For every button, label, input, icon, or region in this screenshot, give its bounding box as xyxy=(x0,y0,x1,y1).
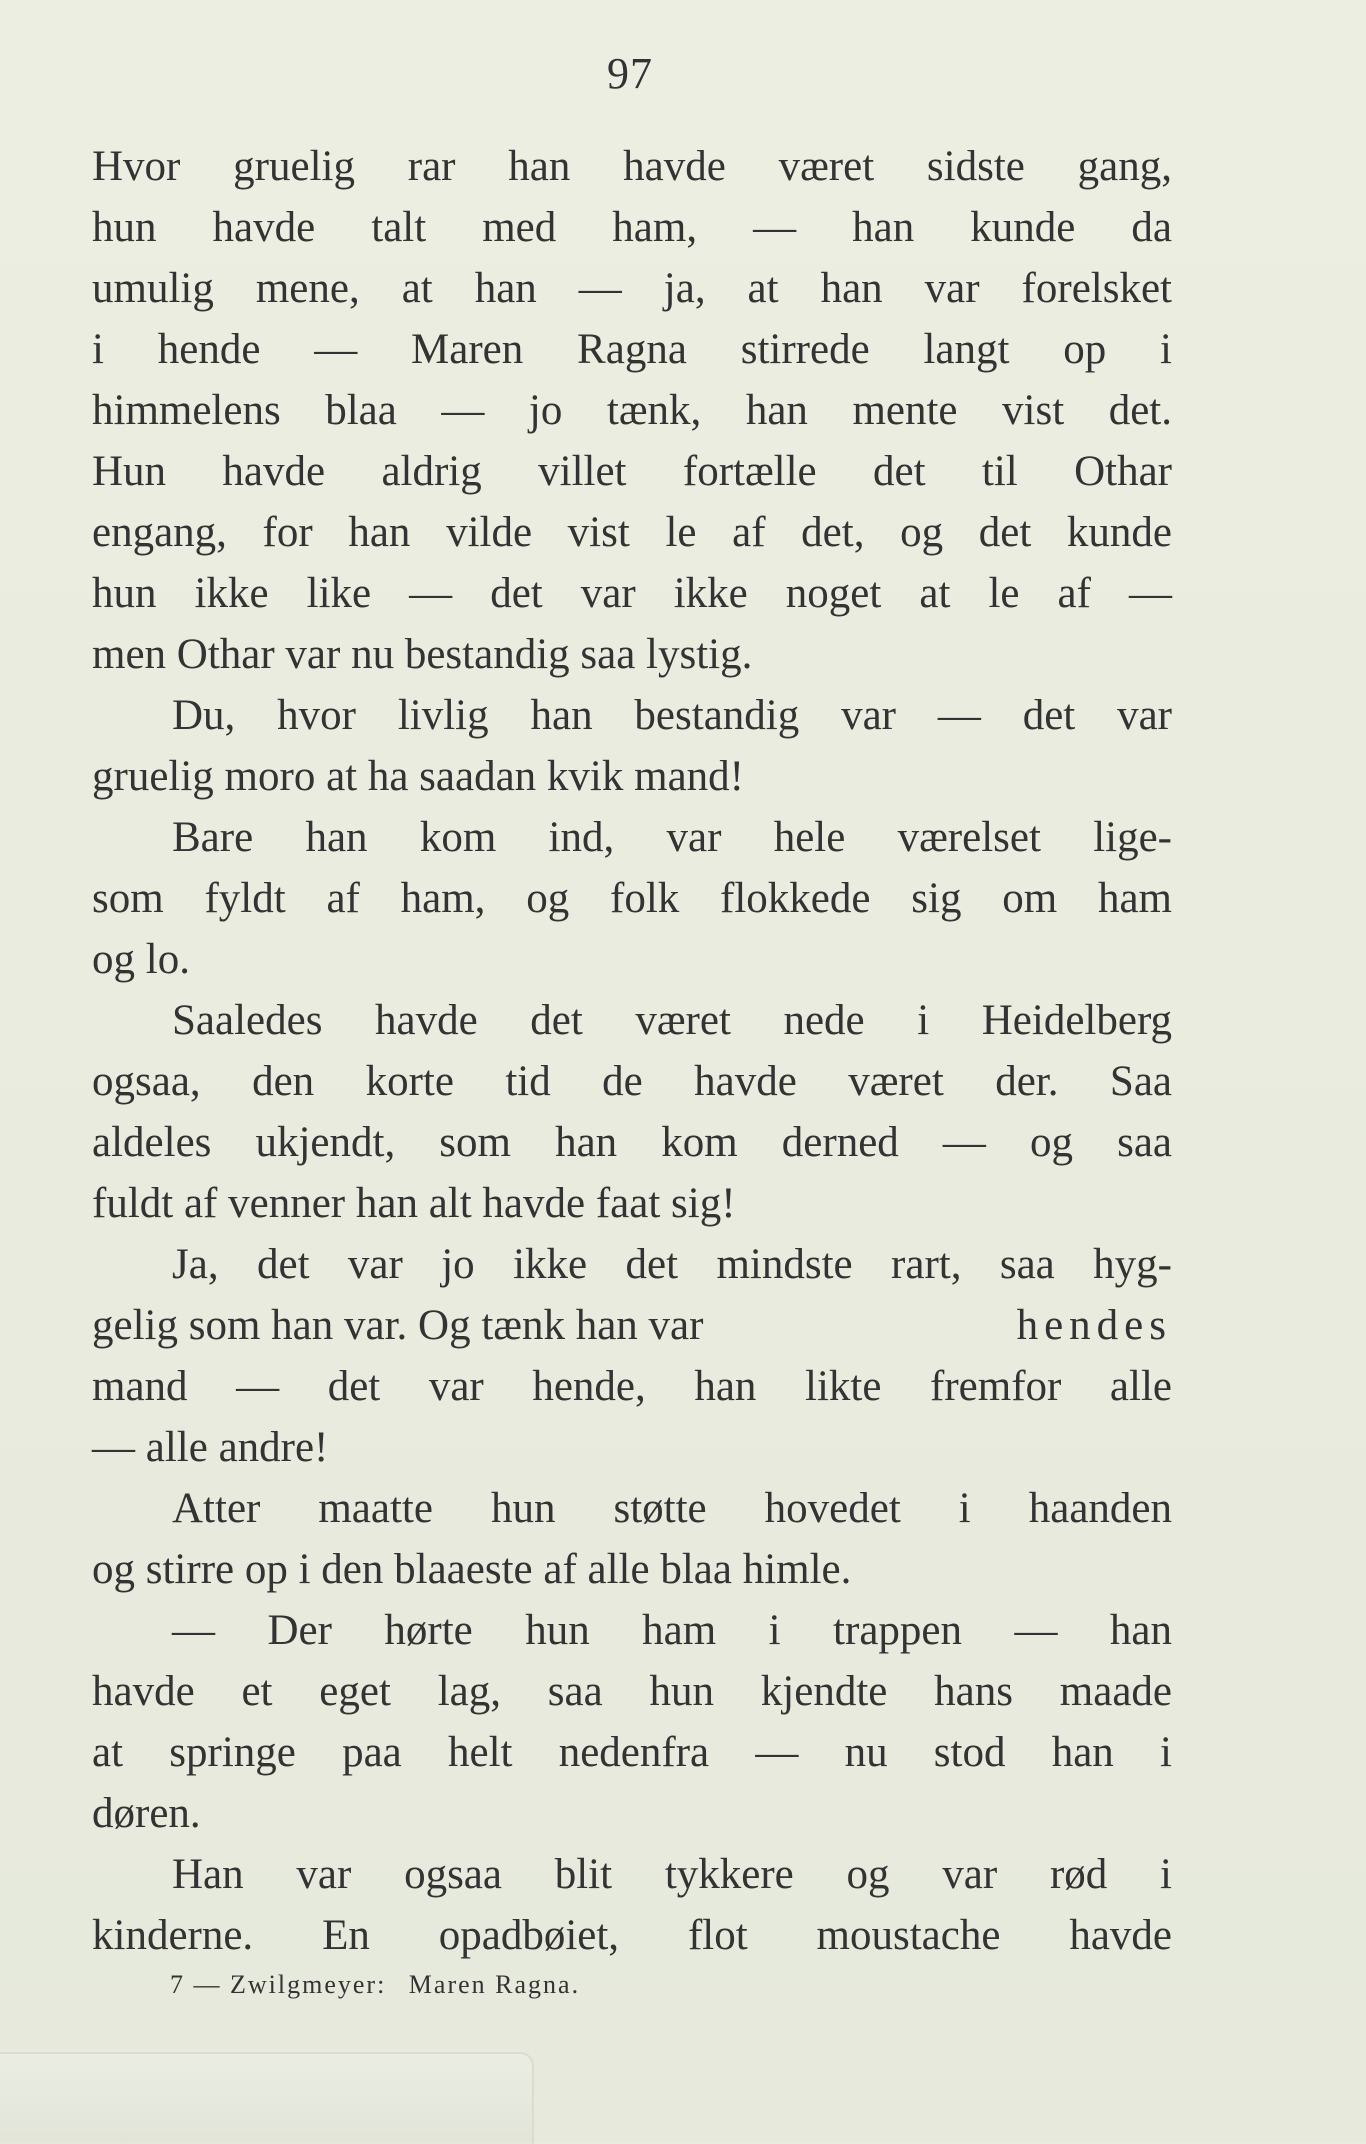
text-line: havde et eget lag, saa hun kjendte hans maade xyxy=(92,1668,1172,1715)
text-segment: gelig som han var. Og tænk han var xyxy=(92,1302,704,1349)
text-line: Atter maatte hun støtte hovedet i haanden xyxy=(172,1485,1172,1532)
text-line: og lo. xyxy=(92,936,190,983)
text-line: Hvor gruelig rar han havde været sidste gang, xyxy=(92,143,1172,190)
text-line: Bare han kom ind, var hele værelset lige- xyxy=(172,814,1172,861)
text-line: ogsaa, den korte tid de havde været der. Saa xyxy=(92,1058,1172,1105)
text-line: i hende — Maren Ragna stirrede langt op i xyxy=(92,326,1172,373)
text-line: men Othar var nu bestandig saa lystig. xyxy=(92,631,753,678)
text-line: hun ikke like — det var ikke noget at le af — xyxy=(92,570,1172,617)
emphasized-word: hendes xyxy=(1016,1302,1172,1349)
text-line: som fyldt af ham, og folk flokkede sig om ham xyxy=(92,875,1172,922)
page-footer xyxy=(170,1970,580,2000)
text-line: at springe paa helt nedenfra — nu stod han i xyxy=(92,1729,1172,1776)
text-line: gruelig moro at ha saadan kvik mand! xyxy=(92,753,744,800)
text-line: — Der hørte hun ham i trappen — han xyxy=(172,1607,1172,1654)
text-line: aldeles ukjendt, som han kom derned — og saa xyxy=(92,1119,1172,1166)
text-line: Saaledes havde det været nede i Heidelberg xyxy=(172,997,1172,1044)
text-line: — alle andre! xyxy=(92,1424,329,1471)
page-edge-fold xyxy=(0,2052,534,2144)
text-line: Han var ogsaa blit tykkere og var rød i xyxy=(172,1851,1172,1898)
text-line: kinderne. En opadbøiet, flot moustache havde xyxy=(92,1912,1172,1959)
page-number: 97 xyxy=(607,49,653,98)
book-title: Maren Ragna. xyxy=(408,1970,581,1999)
text-line: Ja, det var jo ikke det mindste rart, saa hyg- xyxy=(172,1241,1172,1288)
text-line: himmelens blaa — jo tænk, han mente vist det. xyxy=(92,387,1172,434)
text-line: Hun havde aldrig villet fortælle det til Othar xyxy=(92,448,1172,495)
signature-mark: 7 — Zwilgmeyer: xyxy=(170,1970,387,1999)
text-line: mand — det var hende, han likte fremfor alle xyxy=(92,1363,1172,1410)
text-line: Du, hvor livlig han bestandig var — det var xyxy=(172,692,1172,739)
text-line: døren. xyxy=(92,1790,201,1837)
text-line-with-emphasis xyxy=(92,1297,1172,1355)
text-line: og stirre op i den blaaeste af alle blaa himle. xyxy=(92,1546,852,1593)
text-line: fuldt af venner han alt havde faat sig! xyxy=(92,1180,736,1227)
text-line: hun havde talt med ham, — han kunde da xyxy=(92,204,1172,251)
text-line: engang, for han vilde vist le af det, og det kunde xyxy=(92,509,1172,556)
text-line: umulig mene, at han — ja, at han var forelsket xyxy=(92,265,1172,312)
